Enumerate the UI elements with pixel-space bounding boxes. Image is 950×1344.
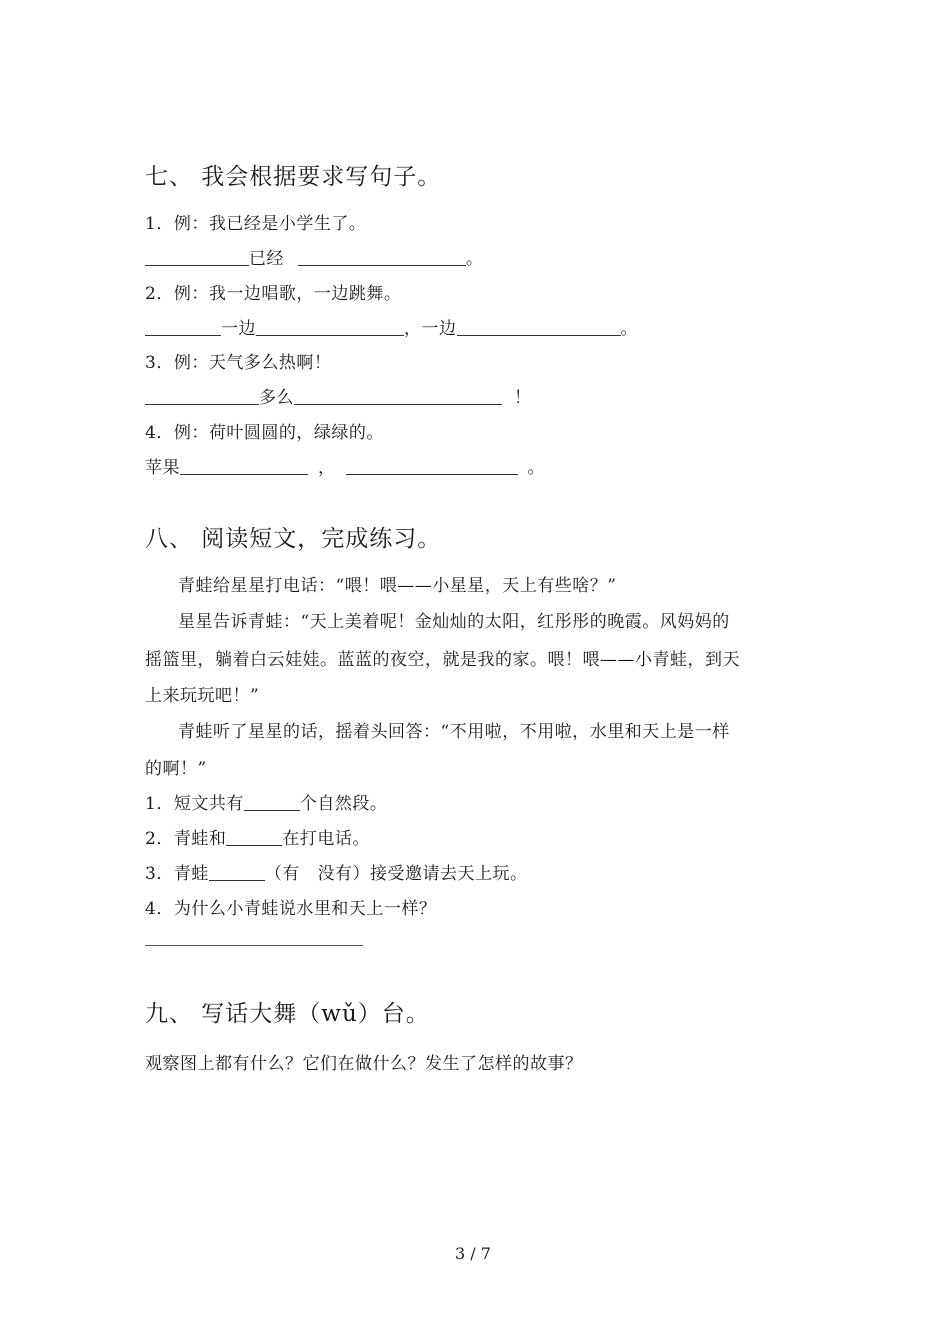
q2-end: 。 — [620, 319, 638, 339]
q1-pre: 1．短文共有 — [145, 794, 244, 814]
reading-paragraph-2-line-3: 上来玩玩吧！” — [145, 686, 260, 706]
q3-post: （有 没有）接受邀请去天上玩。 — [264, 864, 528, 884]
q2-pre: 2．青蛙和 — [145, 829, 227, 849]
section-8-q3 — [145, 859, 528, 884]
answer-blank[interactable] — [346, 456, 518, 475]
answer-blank[interactable] — [145, 247, 249, 266]
page-number: 3 / 7 — [455, 1244, 491, 1263]
answer-blank[interactable] — [457, 317, 621, 336]
section-9-prompt: 观察图上都有什么？它们在做什么？发生了怎样的故事？ — [145, 1054, 583, 1074]
reading-paragraph-3-line-2: 的啊！” — [145, 759, 207, 779]
reading-paragraph-2-line-1: 星星告诉青蛙：“天上美着呢！金灿灿的太阳，红彤彤的晚霞。风妈妈的 — [178, 612, 730, 632]
q4-sep: ， — [318, 458, 336, 478]
q1-word: 已经 — [249, 249, 284, 269]
section-7-q3-answer-line — [145, 383, 532, 408]
section-7-q1-example: 1．例：我已经是小学生了。 — [145, 214, 367, 234]
section-8-q2 — [145, 824, 370, 849]
section-8-q1 — [145, 789, 387, 814]
section-8-q4: 4．为什么小青蛙说水里和天上一样？ — [145, 899, 437, 919]
section-7-q4-example: 4．例：荷叶圆圆的，绿绿的。 — [145, 423, 384, 443]
q2-post: 在打电话。 — [282, 829, 370, 849]
section-7-q3-example: 3．例：天气多么热啊！ — [145, 353, 332, 373]
answer-blank[interactable] — [209, 862, 265, 881]
answer-blank[interactable] — [294, 386, 502, 405]
q4-lead: 苹果 — [145, 458, 180, 478]
answer-blank[interactable] — [226, 827, 282, 846]
section-8-heading: 八、 阅读短文，完成练习。 — [145, 526, 442, 552]
q3-pre: 3．青蛙 — [145, 864, 209, 884]
reading-paragraph-3-line-1: 青蛙听了星星的话，摇着头回答：“不用啦，不用啦，水里和天上是一样 — [178, 722, 730, 742]
section-7-q2-answer-line — [145, 314, 638, 339]
section-7-q2-example: 2．例：我一边唱歌，一边跳舞。 — [145, 284, 402, 304]
q2-sep: ，一边 — [404, 319, 457, 339]
answer-blank[interactable] — [256, 317, 404, 336]
q3-end: ！ — [514, 388, 532, 408]
section-7-q4-answer-line — [145, 453, 545, 478]
q1-end: 。 — [465, 249, 484, 269]
section-7-q1-answer-line — [145, 244, 483, 269]
section-9-heading: 九、 写话大舞（wǔ）台。 — [145, 1001, 430, 1027]
q3-word: 多么 — [259, 388, 294, 408]
q2-word1: 一边 — [221, 319, 256, 339]
reading-paragraph-2-line-2: 摇篮里，躺着白云娃娃。蓝蓝的夜空，就是我的家。喂！喂——小青蛙，到天 — [145, 650, 740, 670]
answer-blank[interactable] — [145, 317, 221, 336]
section-7-heading: 七、 我会根据要求写句子。 — [145, 164, 442, 190]
answer-blank[interactable] — [298, 247, 466, 266]
q1-post: 个自然段。 — [299, 794, 388, 814]
answer-blank[interactable] — [244, 792, 300, 811]
answer-blank[interactable] — [180, 456, 308, 475]
reading-paragraph-1: 青蛙给星星打电话：“喂！喂——小星星，天上有些啥？” — [178, 576, 617, 596]
answer-blank[interactable] — [145, 386, 259, 405]
answer-line[interactable] — [145, 945, 363, 946]
q4-end: 。 — [527, 458, 545, 478]
